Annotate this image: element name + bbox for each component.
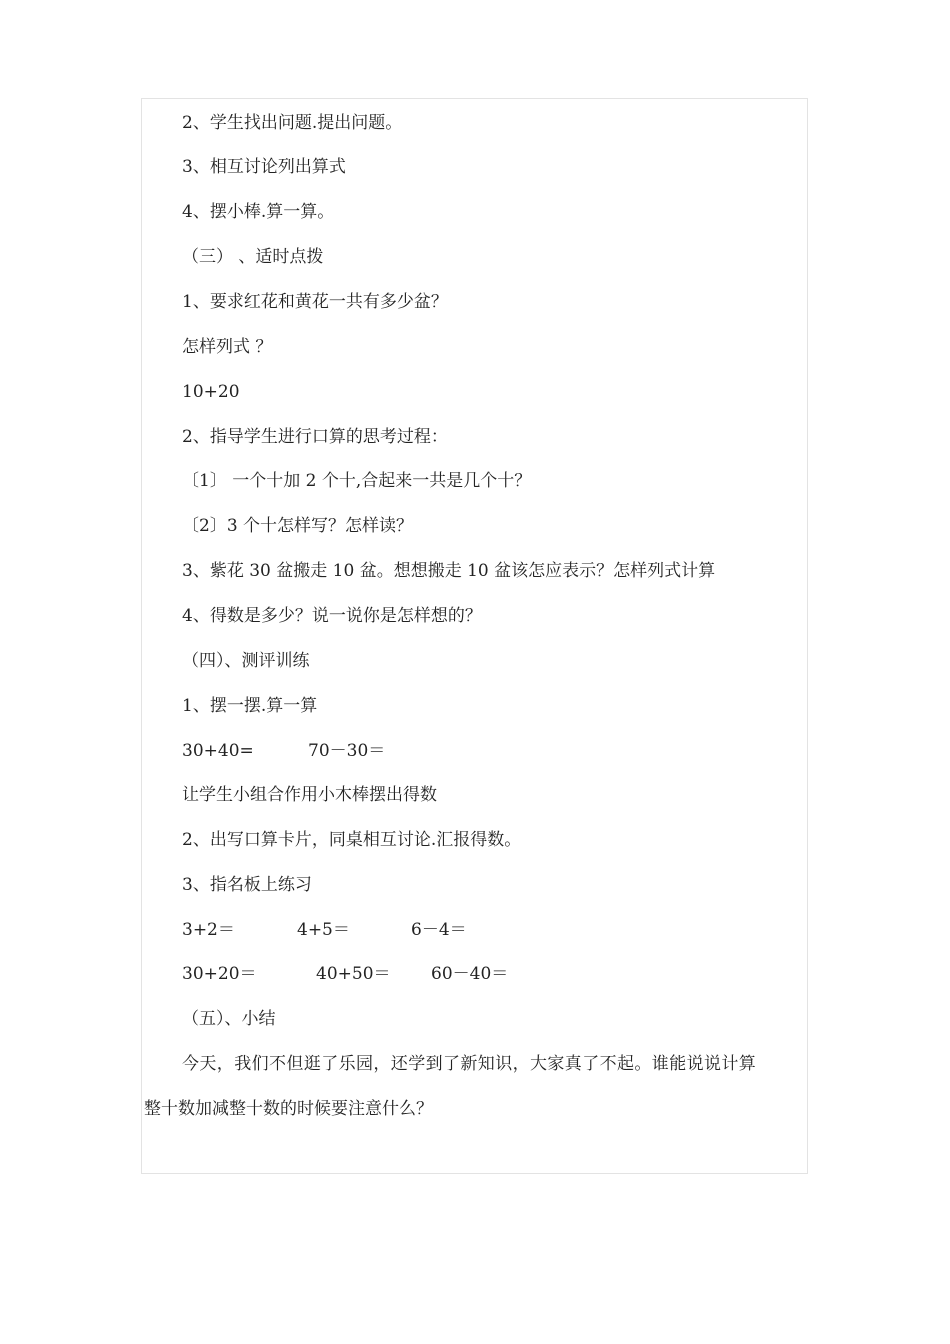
text-line: 〔2〕3 个十怎样写？怎样读？: [182, 516, 414, 536]
equation: 60－40＝: [431, 964, 509, 984]
text-line: 2、指导学生进行口算的思考过程：: [182, 427, 448, 447]
section-heading: （四）、测评训练: [182, 651, 310, 671]
equation: 30+40=: [182, 741, 254, 761]
text-line: 1、要求红花和黄花一共有多少盆？: [182, 292, 448, 312]
text-line: 1、摆一摆.算一算: [182, 696, 318, 716]
equation: 3+2＝: [182, 920, 235, 940]
equation: 6－4＝: [411, 920, 467, 940]
text-line: 让学生小组合作用小木棒摆出得数: [182, 785, 437, 805]
text-line: 4、摆小棒.算一算。: [182, 202, 335, 222]
equation: 40+50＝: [316, 964, 391, 984]
text-line: 〔1〕 一个十加 2 个十,合起来一共是几个十？: [182, 471, 532, 491]
text-line: 怎样列式 ？: [182, 337, 273, 357]
equation: 4+5＝: [297, 920, 350, 940]
text-line: 2、出写口算卡片，同桌相互讨论.汇报得数。: [182, 830, 522, 850]
text-line: 3、相互讨论列出算式: [182, 157, 346, 177]
text-line: 10+20: [182, 382, 240, 402]
text-line: 整十数加减整十数的时候要注意什么？: [144, 1099, 433, 1119]
section-heading: （三） 、适时点拨: [182, 247, 324, 267]
equation: 30+20＝: [182, 964, 257, 984]
text-line: 4、得数是多少？说一说你是怎样想的？: [182, 606, 482, 626]
text-line: 3、指名板上练习: [182, 875, 312, 895]
section-heading: （五）、小结: [182, 1009, 276, 1029]
text-line: 今天，我们不但逛了乐园，还学到了新知识，大家真了不起。谁能说说计算: [182, 1054, 757, 1074]
text-line: 2、学生找出问题.提出问题。: [182, 113, 403, 133]
text-line: 3、紫花 30 盆搬走 10 盆。想想搬走 10 盆该怎应表示？怎样列式计算: [182, 561, 716, 581]
equation: 70－30＝: [308, 741, 386, 761]
